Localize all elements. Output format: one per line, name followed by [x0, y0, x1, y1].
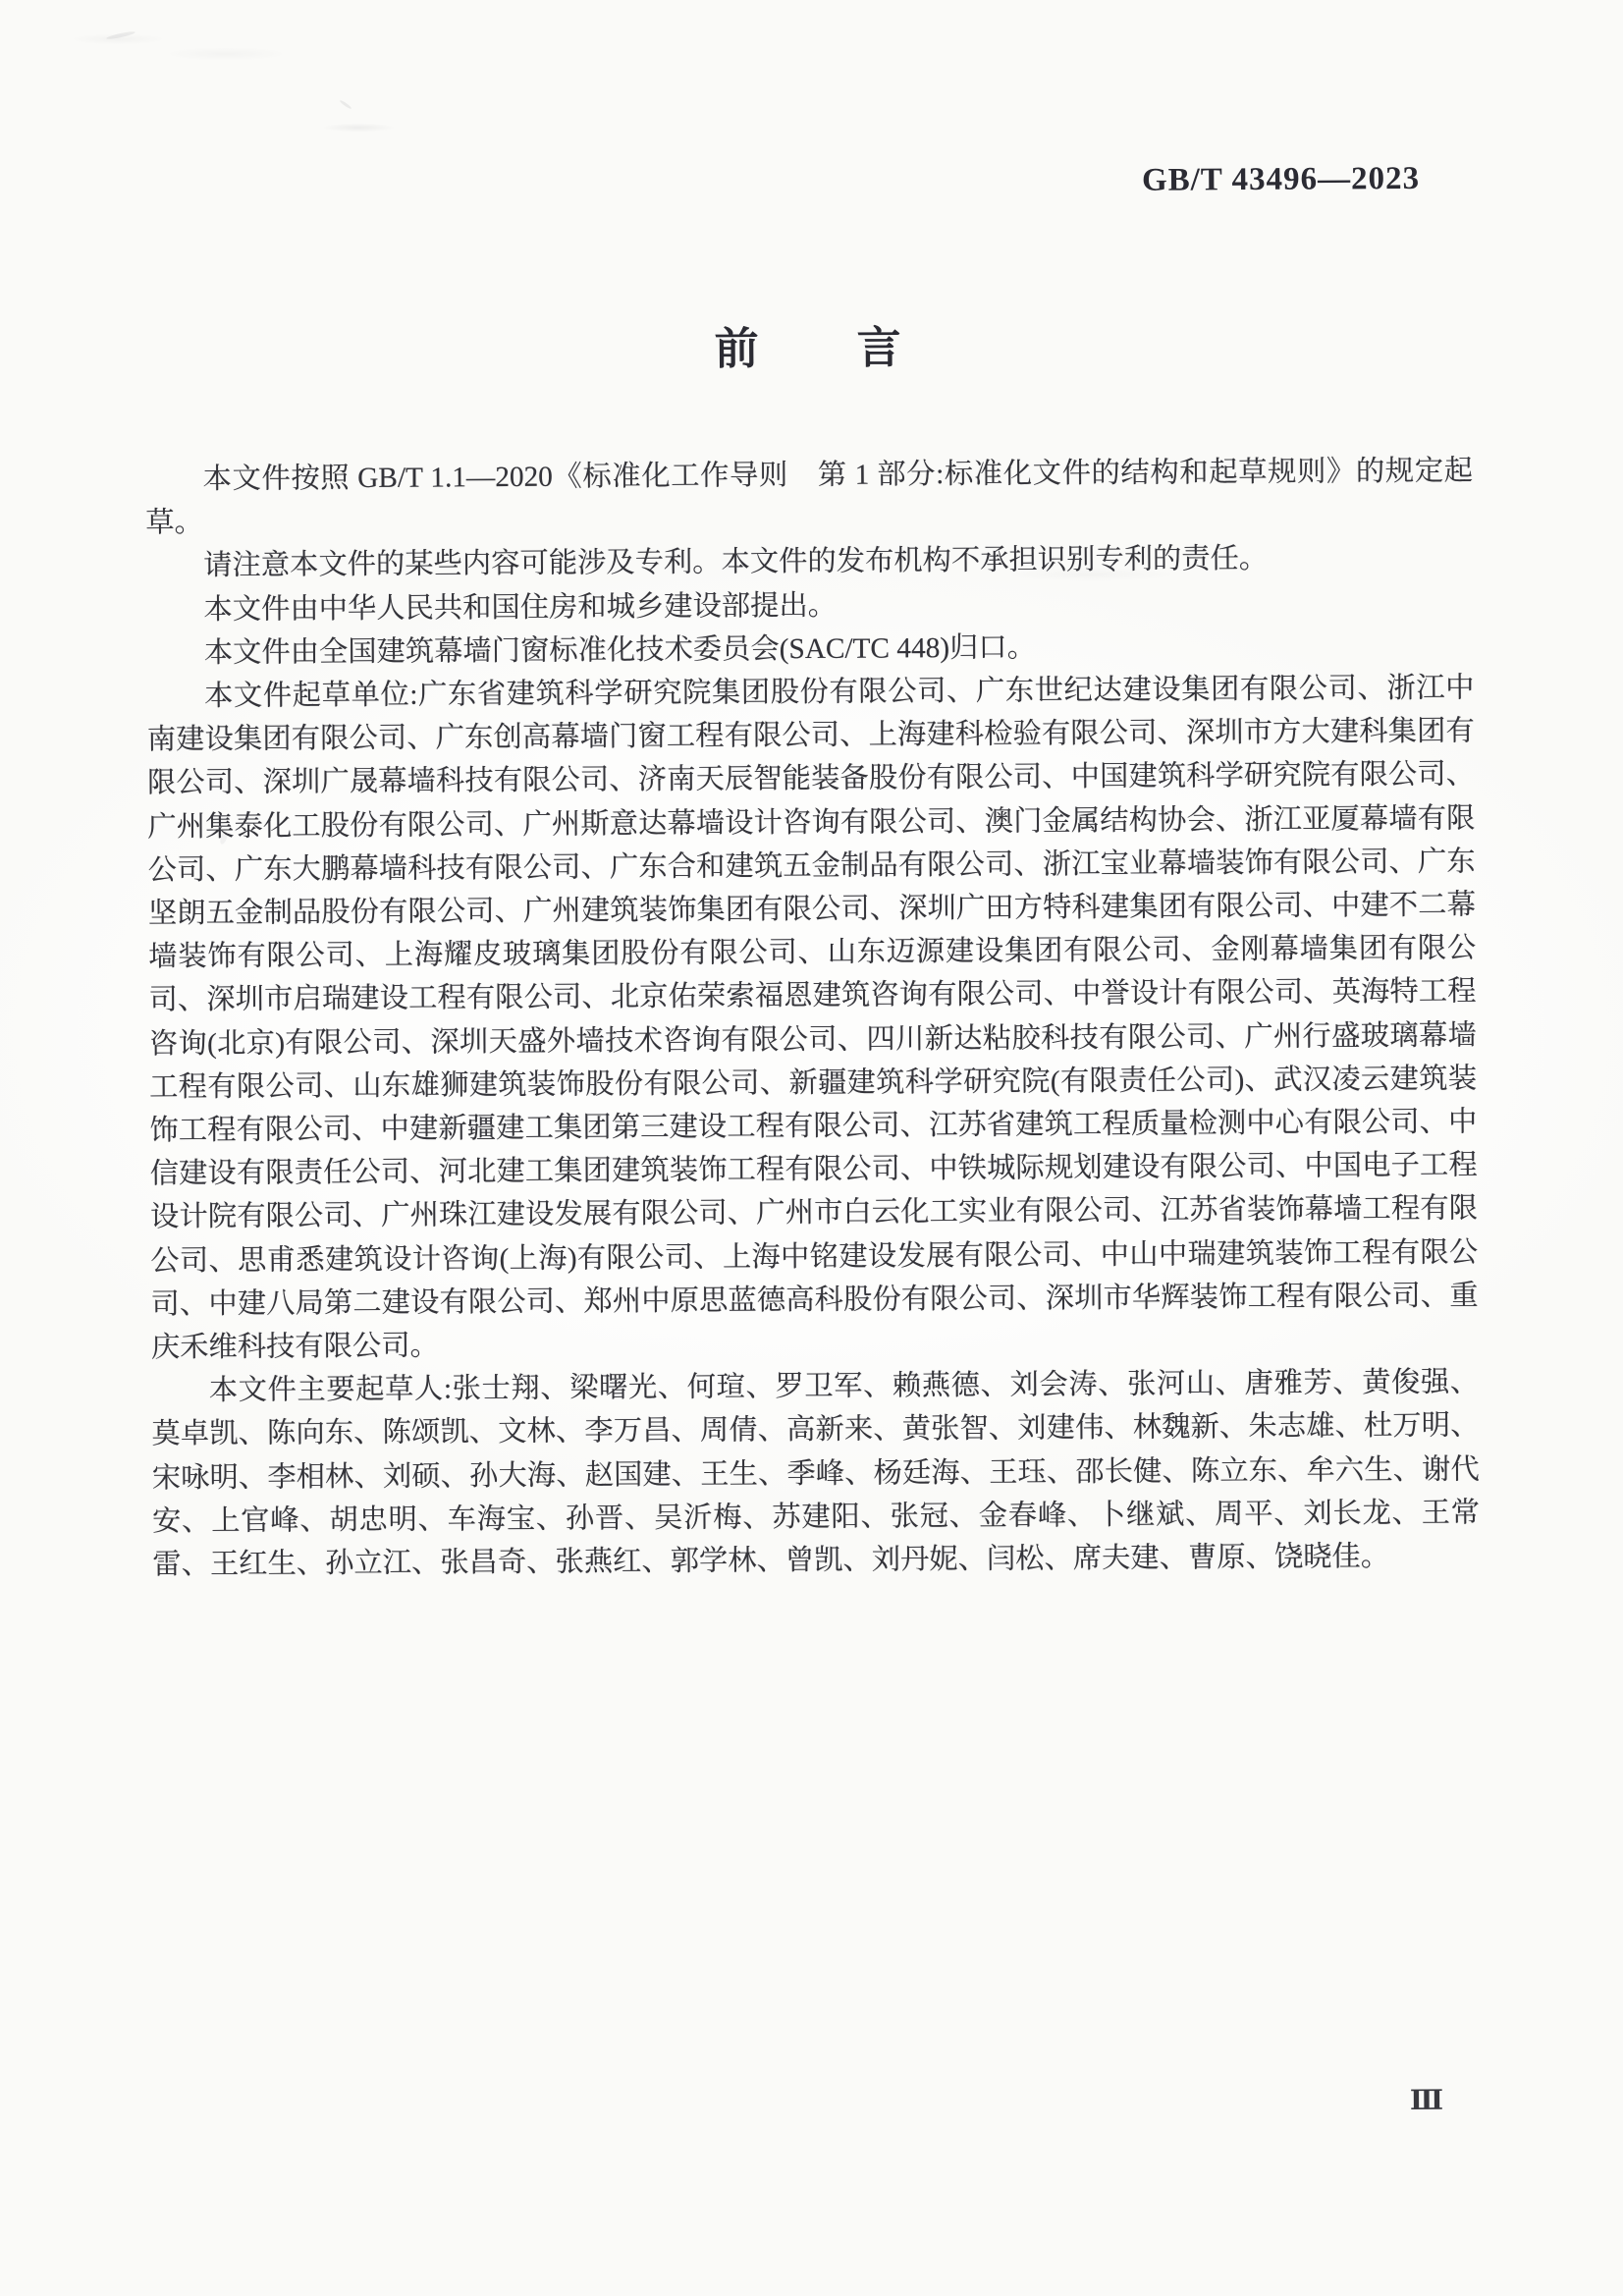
paragraph-centralized-by: 本文件由全国建筑幕墙门窗标准化技术委员会(SAC/TC 448)归口。: [203, 631, 1037, 669]
page-title-char: 前: [714, 324, 759, 374]
paragraph-drafting-organizations: 本文件起草单位:广东省建筑科学研究院集团股份有限公司、广东世纪达建设集团有限公司、浙江中南建设集团有限公司、广东创高幕墙门窗工程有限公司、上海建科检验有限公司、深圳市方大建科集团有限公司、深圳广晟幕墙科技有限公司、济南天辰智能装备股份有限公司、中国建筑科学研究院有限公司、广州集泰化工股份有限公司、广州斯意达幕墙设计咨询有限公司、澳门金属结构协会、浙江亚厦幕墙有限公司、广东大鹏幕墙科技有限公司、广东合和建筑五金制品有限公司、浙江宝业幕墙装饰有限公司、广东坚朗五金制品股份有限公司、广州建筑装饰集团有限公司、深圳广田方特科建集团有限公司、中建不二幕墙装饰有限公司、上海耀皮玻璃集团股份有限公司、山东迈源建设集团有限公司、金刚幕墙集团有限公司、深圳市启瑞建设工程有限公司、北京佑荣索福恩建筑咨询有限公司、中誉设计有限公司、英海特工程咨询(北京)有限公司、深圳天盛外墙技术咨询有限公司、四川新达粘胶科技有限公司、广州行盛玻璃幕墙工程有限公司、山东雄狮建筑装饰股份有限公司、新疆建筑科学研究院(有限责任公司)、武汉凌云建筑装饰工程有限公司、中建新疆建工集团第三建设工程有限公司、江苏省建筑工程质量检测中心有限公司、中信建设有限责任公司、河北建工集团建筑装饰工程有限公司、中铁城际规划建设有限公司、中国电子工程设计院有限公司、广州珠江建设发展有限公司、广州市白云化工实业有限公司、江苏省装饰幕墙工程有限公司、思甫悉建筑设计咨询(上海)有限公司、上海中铭建设发展有限公司、中山中瑞建筑装饰工程有限公司、中建八局第二建设有限公司、郑州中原思蓝德高科股份有限公司、深圳市华辉装饰工程有限公司、重庆禾维科技有限公司。: [146, 672, 1479, 1364]
foreword-body: [145, 450, 1481, 1587]
paragraph-proposed-by: 本文件由中华人民共和国住房和城乡建设部提出。: [203, 589, 838, 626]
page-title: [0, 307, 1619, 382]
page-number: Ⅲ: [1409, 2085, 1445, 2116]
paragraph-drafting-rules: 本文件按照 GB/T 1.1—2020《标准化工作导则 第 1 部分:标准化文件的结构和起草规则》的规定起草。: [145, 455, 1474, 539]
paragraph-main-drafters: 本文件主要起草人:张士翔、梁曙光、何瑄、罗卫军、赖燕德、刘会涛、张河山、唐雅芳、黄俊强、莫卓凯、陈向东、陈颂凯、文林、李万昌、周倩、高新来、黄张智、刘建伟、林魏新、朱志雄、杜万明、宋咏明、李相林、刘硕、孙大海、赵国建、王生、季峰、杨廷海、王珏、邵长健、陈立东、牟六生、谢代安、上官峰、胡忠明、车海宝、孙晋、吴沂梅、苏建阳、张冠、金春峰、卜继斌、周平、刘长龙、王常雷、王红生、孙立江、张昌奇、张燕红、郭学林、曾凯、刘丹妮、闫松、席夫建、曹原、饶晓佳。: [151, 1366, 1481, 1581]
paragraph-patent-notice: 请注意本文件的某些内容可能涉及专利。本文件的发布机构不承担识别专利的责任。: [203, 543, 1269, 582]
standard-number: GB/T 43496—2023: [1141, 160, 1421, 198]
page-title-char: 言: [856, 323, 901, 373]
